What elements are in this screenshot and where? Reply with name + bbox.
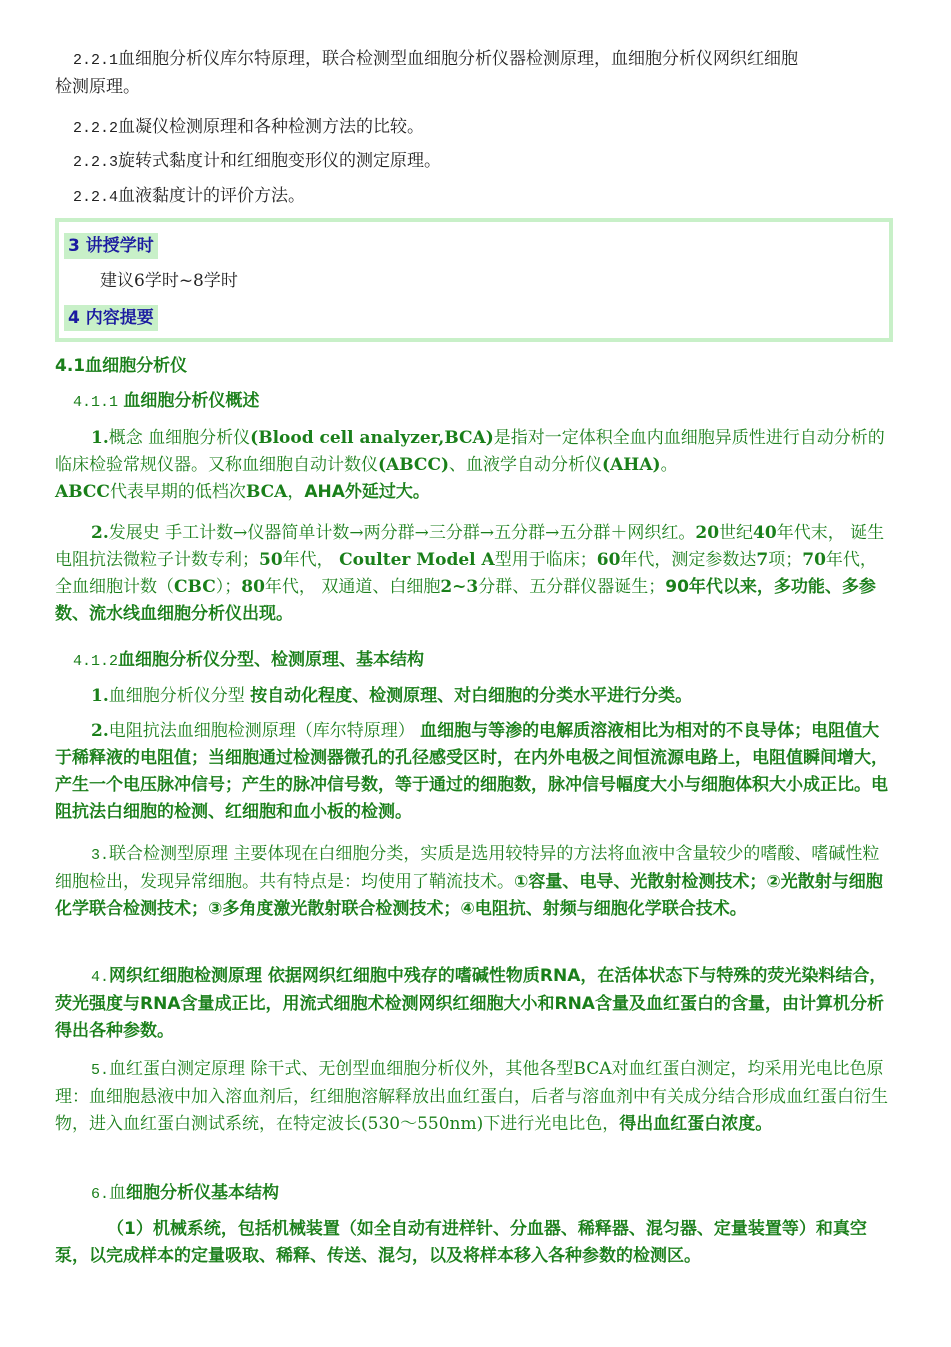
section-4-1-title: 4.1血细胞分析仪	[55, 356, 188, 376]
subsection-4-1-1: 4.1.1 血细胞分析仪概述	[73, 391, 260, 411]
para-classification: 1.血细胞分析仪分型 按自动化程度、检测原理、对白细胞的分类水平进行分类。	[91, 686, 693, 706]
para-combined-detection: 3.联合检测型原理 主要体现在白细胞分类，实质是选用较特异的方法将血液中含量较少的嗜酸、嗜碱性粒细胞检出，发现异常细胞。共有特点是：均使用了鞘流技术。①容量、电导、光散射检测技术；②光散射与细胞化学联合检测技术；③多角度激光散射联合检测技术；④电阻抗、射频与细胞化学联合技术。	[55, 844, 883, 919]
subsection-4-1-2: 4.1.2血细胞分析仪分型、检测原理、基本结构	[73, 650, 425, 670]
teaching-hours-text: 建议6学时~8学时	[100, 271, 238, 291]
section-3-heading: 3 讲授学时	[64, 233, 158, 259]
para-impedance: 2.电阻抗法血细胞检测原理（库尔特原理） 血细胞与等渗的电解质溶液相比为相对的不良导体；电阻值大于稀释液的电阻值；当细胞通过检测器微孔的孔径感受区时，在内外电极之间恒流源电路上，电阻值瞬间增大，产生一个电压脉冲信号；产生的脉冲信号数，等于通过的细胞数，脉冲信号幅度大小与细胞体积大小成正比。电阻抗法白细胞的检测、红细胞和血小板的检测。	[55, 721, 888, 822]
goal-2-2-1: 2.2.1血细胞分析仪库尔特原理，联合检测型血细胞分析仪器检测原理，血细胞分析仪网织红细胞 检测原理。	[55, 49, 799, 97]
goal-2-2-4: 2.2.4血液黏度计的评价方法。	[73, 186, 306, 206]
para-hemoglobin: 5.血红蛋白测定原理 除干式、无创型血细胞分析仪外，其他各型BCA对血红蛋白测定，均采用光电比色原理：血细胞悬液中加入溶血剂后，红细胞溶解释放出血红蛋白，后者与溶血剂中有关成分结合形成血红蛋白衍生物，进入血红蛋白测试系统，在特定波长(530～550nm)下进行光电比色，得出血红蛋白浓度。	[55, 1059, 888, 1134]
para-structure: 6.血细胞分析仪基本结构	[91, 1183, 280, 1203]
para-history: 2.发展史 手工计数→仪器简单计数→两分群→三分群→五分群→五分群＋网织红。20世纪40年代末， 诞生电阻抗法微粒子计数专利；50年代， Coulter Model A型用于临床；60年代，测定参数达7项；70年代， 全血细胞计数（CBC）；80年代， 双通道、白细胞2~3分群、五分群仪器诞生；90年代以来，多功能、多参数、流水线血细胞分析仪出现。	[55, 523, 885, 624]
para-reticulocyte: 4.网织红细胞检测原理 依据网织红细胞中残存的嗜碱性物质RNA，在活体状态下与特殊的荧光染料结合，荧光强度与RNA含量成正比，用流式细胞术检测网织红细胞大小和RNA含量及血红蛋白的含量，由计算机分析得出各种参数。	[55, 966, 887, 1041]
goal-2-2-3: 2.2.3旋转式黏度计和红细胞变形仪的测定原理。	[73, 151, 442, 171]
goal-2-2-2: 2.2.2血凝仪检测原理和各种检测方法的比较。	[73, 117, 425, 137]
para-mechanical-system: （1）机械系统，包括机械装置（如全自动有进样针、分血器、稀释器、混匀器、定量装置等）和真空泵，以完成样本的定量吸取、稀释、传送、混匀，以及将样本移入各种参数的检测区。	[55, 1219, 867, 1266]
para-concept: 1.概念 血细胞分析仪(Blood cell analyzer,BCA)是指对一定体积全血内血细胞异质性进行自动分析的临床检验常规仪器。又称血细胞自动计数仪(ABCC)、血液学自动分析仪(AHA)。 ABCC代表早期的低档次BCA，AHA外延过大。	[55, 428, 885, 502]
section-4-heading: 4 内容提要	[64, 305, 158, 331]
